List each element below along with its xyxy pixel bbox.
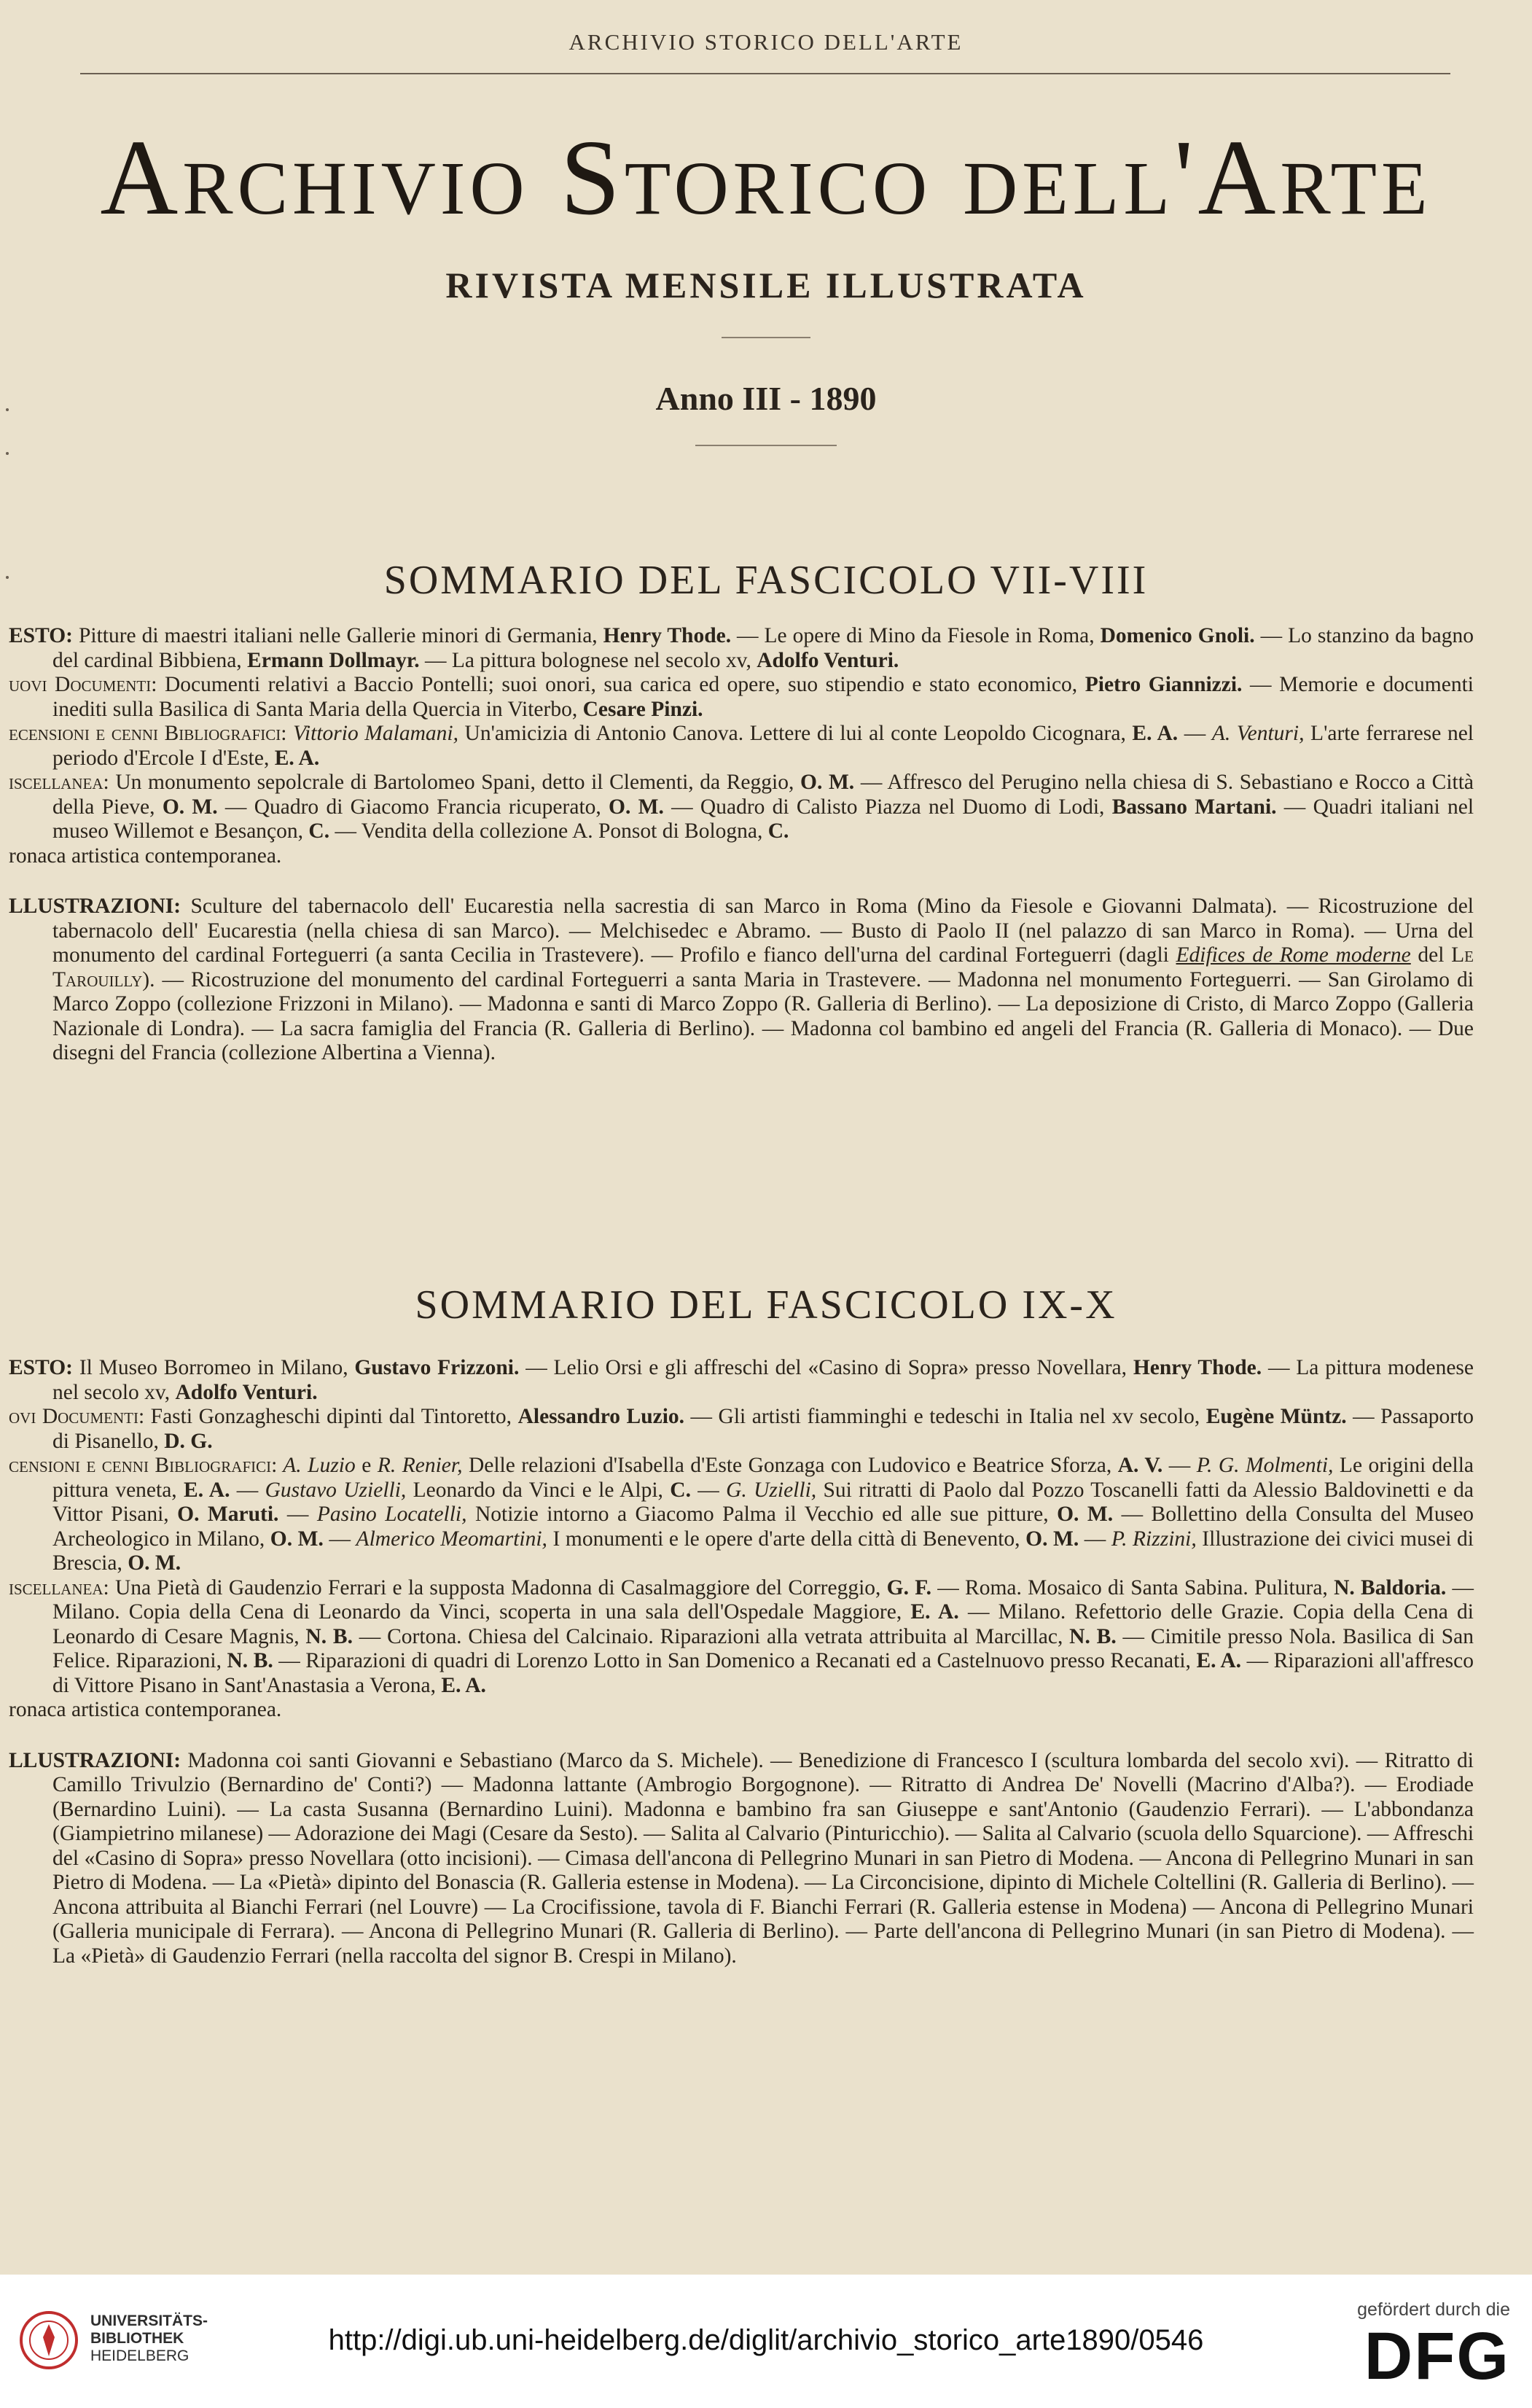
text-run: — Bollettino della Consulta del Museo Archeologico in Milano,	[52, 1503, 1474, 1551]
text-run: — Passaporto di Pisanello,	[52, 1405, 1474, 1453]
text-run: —	[230, 1478, 265, 1502]
text-run: — Milano. Copia della Cena di Leonardo da Vinci, scoperta in una sala dell'Ospedale Maggiore,	[52, 1575, 1474, 1624]
text-run: P. G. Molmenti,	[1196, 1454, 1334, 1477]
text-run: Un monumento sepolcrale di Bartolomeo Spani, detto il Clementi, da Reggio,	[109, 771, 800, 794]
text-run: O. M.	[800, 771, 855, 794]
text-run: — Vendita della collezione A. Ponsot di Bologna,	[329, 819, 768, 843]
text-run: ). — Ricostruzione del monumento del cardinal Forteguerri a santa Maria in Trastevere. — Madonna nel monumento Forteguerri. — San Girolamo di Marco Zoppo (collezione Frizzoni in Milano). — Madonna e santi di Marco Zoppo (R. Galleria di Berlino). — La deposizione di Cristo, di Marco Zoppo (Galleria Nazionale di Londra). — La sacra famiglia del Francia (R. Galleria di Berlino). — Madonna col bambino ed angeli del Francia (R. Galleria di Monaco). — Due disegni del Francia (collezione Albertina a Vienna).	[52, 967, 1474, 1064]
text-run: N. B.	[305, 1624, 353, 1648]
text-run: Henry Thode.	[603, 624, 732, 647]
text-run: Cesare Pinzi.	[582, 697, 703, 721]
text-run: Pasino Locatelli,	[316, 1503, 467, 1526]
text-run: E. A.	[184, 1478, 230, 1502]
entry-documenti	[9, 673, 1474, 722]
text-run: Almerico Meomartini,	[356, 1527, 547, 1551]
text-run: O. Maruti.	[177, 1503, 279, 1526]
funder-logo: DFG	[1364, 2319, 1510, 2393]
text-run: Sui ritratti di Paolo dal Pozzo Toscanelli fatti da Alessio Baldovinetti e da Vittor Pisani,	[52, 1478, 1474, 1526]
text-run: — Cortona. Chiesa del Calcinaio. Riparazioni alla vetrata attribuita al Marcillac,	[352, 1624, 1070, 1648]
text-run: —	[1162, 1454, 1197, 1477]
text-run: Domenico Gnoli.	[1100, 624, 1255, 647]
text-run: — Quadri italiani nel museo Willemot e Besançon,	[52, 795, 1474, 843]
text-run: del	[1410, 943, 1452, 967]
funding-label: gefördert durch die	[1357, 2299, 1510, 2320]
text-run: Eugène Müntz.	[1205, 1405, 1347, 1428]
entry-testo	[9, 624, 1474, 673]
text-run: — La pittura bolognese nel secolo xv,	[419, 648, 757, 672]
text-run: Gustavo Uzielli,	[265, 1478, 407, 1502]
entry-lead: censioni e cenni Bibliografici:	[9, 1454, 278, 1477]
journal-title: Archivio Storico dell'Arte	[100, 118, 1432, 238]
text-run: C.	[767, 819, 789, 843]
library-name: UNIVERSITÄTS- BIBLIOTHEK HEIDELBERG	[90, 2312, 208, 2364]
entry-lead: ESTO:	[9, 624, 73, 647]
text-run: O. M.	[1057, 1503, 1114, 1526]
text-run: Gustavo Frizzoni.	[354, 1356, 520, 1379]
text-run: Vittorio Malamani,	[286, 722, 458, 745]
text-run: P. Rizzini,	[1111, 1527, 1197, 1551]
text-run: — Cimitile presso Nola. Basilica di San Felice. Riparazioni,	[52, 1624, 1474, 1672]
text-run: Una Pietà di Gaudenzio Ferrari e la supposta Madonna di Casalmaggiore del Correggio,	[109, 1575, 887, 1600]
text-run: O. M.	[270, 1527, 324, 1551]
text-run: A. Luzio	[277, 1454, 356, 1477]
text-run: L'arte ferrarese nel periodo d'Ercole I d'Este,	[52, 722, 1474, 770]
entry-lead: ecensioni e cenni Bibliografici:	[9, 722, 287, 745]
text-run: e	[355, 1454, 378, 1477]
text-run: — Quadro di Giacomo Francia ricuperato,	[217, 795, 609, 819]
entry-illustrazioni	[9, 895, 1474, 1066]
text-run: —	[278, 1503, 317, 1526]
text-run: E. A.	[1132, 722, 1179, 745]
text-run: — Memorie e documenti inediti sulla Basilica di Santa Maria della Quercia in Viterbo,	[52, 673, 1474, 721]
text-run: — Gli artisti fiamminghi e tedeschi in Italia nel xv secolo,	[684, 1405, 1206, 1428]
text-run: G. F.	[886, 1575, 931, 1600]
summary-section-ix-x	[9, 1356, 1474, 1968]
text-run: Documenti relativi a Baccio Pontelli; suoi onori, sua carica ed opere, suo stipendio e stato economico,	[157, 673, 1085, 696]
text-run: Adolfo Venturi.	[175, 1380, 318, 1404]
margin-mark	[6, 408, 9, 411]
text-run: —	[1079, 1527, 1111, 1551]
digitization-footer	[0, 2275, 1532, 2408]
text-run: E. A.	[910, 1600, 959, 1624]
text-run: —	[323, 1527, 356, 1551]
entry-lead: LLUSTRAZIONI:	[9, 1748, 181, 1772]
header-rule	[80, 73, 1450, 74]
permalink-url[interactable]: http://digi.ub.uni-heidelberg.de/diglit/archivio_storico_arte1890/0546	[328, 2324, 1204, 2356]
text-run: Pitture di maestri italiani nelle Gallerie minori di Germania,	[73, 624, 603, 647]
entry-lead: iscellanea:	[9, 771, 109, 794]
text-run: N. B.	[227, 1649, 273, 1672]
text-run: O. M.	[162, 795, 218, 819]
text-run: Alessandro Luzio.	[517, 1405, 685, 1428]
running-head: ARCHIVIO STORICO DELL'ARTE	[568, 29, 964, 55]
entry-miscellanea	[9, 771, 1474, 844]
summary-heading: SOMMARIO DEL FASCICOLO VII-VIII	[383, 558, 1149, 603]
text-run: —	[1178, 722, 1212, 745]
text-run: E. A.	[441, 1673, 486, 1697]
text-run: Delle relazioni d'Isabella d'Este Gonzaga con Ludovico e Beatrice Sforza,	[462, 1454, 1118, 1477]
text-run: A. Venturi,	[1211, 722, 1305, 745]
entry-testo	[9, 1356, 1474, 1405]
volume-year: Anno III - 1890	[655, 380, 877, 417]
entry-recensioni	[9, 1454, 1474, 1576]
text-run: Sculture del tabernacolo dell' Eucarestia nella sacrestia di san Marco in Roma (Mino da Fiesole e Giovanni Dalmata). — Ricostruzione del tabernacolo dell' Eucarestia (nella chiesa di san Marco). — Melchisedec e Abramo. — Busto di Paolo II (nel palazzo di san Marco in Roma). — Urna del monumento del cardinal Forteguerri (a santa Cecilia in Trastevere). — Profilo e fianco dell'urna del cardinal Forteguerri (dagli	[52, 895, 1474, 967]
text-run: O. M.	[609, 795, 664, 819]
text-run: C.	[308, 819, 330, 843]
entry-cronaca: ronaca artistica contemporanea.	[9, 1698, 282, 1721]
entry-recensioni	[9, 722, 1474, 771]
text-run: Notizie intorno a Giacomo Palma il Vecchio ed alle sue pitture,	[466, 1503, 1058, 1526]
journal-subtitle: RIVISTA MENSILE ILLUSTRATA	[445, 265, 1087, 305]
text-run: Henry Thode.	[1133, 1356, 1262, 1379]
text-run: Fasti Gonzagheschi dipinti dal Tintoretto,	[144, 1405, 518, 1428]
text-run: O. M.	[128, 1551, 181, 1575]
text-run: Il Museo Borromeo in Milano,	[73, 1356, 355, 1379]
text-run: — Lo stanzino da bagno del cardinal Bibbiena,	[52, 624, 1474, 672]
text-run: — Riparazioni di quadri di Lorenzo Lotto in San Domenico a Recanati ed a Castelnuovo presso Recanati,	[273, 1649, 1197, 1672]
text-run: Ermann Dollmayr.	[247, 648, 420, 672]
text-run: — Riparazioni all'affresco di Vittore Pisano in Sant'Anastasia a Verona,	[52, 1649, 1474, 1697]
text-run: — Affresco del Perugino nella chiesa di S. Sebastiano e Rocco a Città della Pieve,	[52, 771, 1474, 819]
text-run: Illustrazione dei civici musei di Brescia,	[52, 1527, 1474, 1575]
divider-rule	[722, 337, 810, 338]
text-run: A. V.	[1117, 1454, 1163, 1477]
text-run: — Roma. Mosaico di Santa Sabina. Pulitura,	[931, 1575, 1334, 1600]
entry-lead: LLUSTRAZIONI:	[9, 895, 181, 918]
text-run: Bassano Martani.	[1111, 795, 1277, 819]
text-run: — Quadro di Calisto Piazza nel Duomo di Lodi,	[663, 795, 1112, 819]
summary-section-vii-viii	[9, 624, 1474, 1066]
text-run: E. A.	[1196, 1649, 1242, 1672]
text-run: Madonna coi santi Giovanni e Sebastiano (Marco da S. Michele). — Benedizione di Francesco I (scultura lombarda del secolo xvi). — Ritratto di Camillo Trivulzio (Bernardino de' Conti?) — Madonna lattante (Ambrogio Borgognone). — Ritratto di Andrea De' Novelli (Macrino d'Alba?). — Erodiade (Bernardino Luini). — La casta Susanna (Bernardino Luini). Madonna e bambino fra san Giuseppe e sant'Antonio (Gaudenzio Ferrari). — L'abbondanza (Giampietrino milanese) — Adorazione dei Magi (Cesare da Sesto). — Salita al Calvario (Pinturicchio). — Salita al Calvario (scuola dello Squarcione). — Affreschi del «Casino di Sopra» presso Novellara (otto incisioni). — Cimasa dell'ancona di Pellegrino Munari in san Pietro di Modena. — Ancona di Pellegrino Munari in san Pietro di Modena. — La «Pietà» dipinto del Bonascia (R. Galleria estense in Modena). — La Circoncisione, dipinto di Michele Coltellini (R. Galleria di Berlino). — Ancona attribuita al Bianchi Ferrari (nel Louvre) — La Crocifissione, tavola di F. Bianchi Ferrari (R. Galleria estense in Modena) — Ancona di Pellegrino Munari (Galleria municipale di Ferrara). — Ancona di Pellegrino Munari (R. Galleria di Berlino). — Parte dell'ancona di Pellegrino Munari (in san Pietro di Modena). — La «Pietà» di Gaudenzio Ferrari (nella raccolta del signor B. Crespi in Milano).	[52, 1748, 1474, 1968]
text-run: D. G.	[164, 1429, 213, 1453]
text-run: Un'amicizia di Antonio Canova. Lettere di lui al conte Leopoldo Cicognara,	[458, 722, 1133, 745]
text-run: Adolfo Venturi.	[757, 648, 899, 672]
text-run: — Milano. Refettorio delle Grazie. Copia della Cena di Leonardo di Cesare Magnis,	[52, 1600, 1474, 1648]
entry-documenti	[9, 1405, 1474, 1454]
text-run: E. A.	[274, 746, 320, 770]
text-run: Edifices de Rome moderne	[1176, 943, 1411, 967]
text-run: — Lelio Orsi e gli affreschi del «Casino di Sopra» presso Novellara,	[519, 1356, 1133, 1379]
text-run: O. M.	[1025, 1527, 1079, 1551]
text-run: I monumenti e le opere d'arte della città di Benevento,	[547, 1527, 1026, 1551]
text-run: Le Tarouilly	[52, 943, 1474, 991]
entry-cronaca: ronaca artistica contemporanea.	[9, 843, 282, 868]
entry-illustrazioni	[9, 1749, 1474, 1969]
entry-lead: uovi Documenti:	[9, 673, 157, 696]
text-run: G. Uzielli,	[726, 1478, 817, 1502]
entry-lead: ESTO:	[9, 1356, 73, 1379]
margin-mark	[6, 452, 9, 455]
text-run: — La pittura modenese nel secolo xv,	[52, 1356, 1474, 1404]
text-run: —	[690, 1478, 727, 1502]
entry-lead: ovi Documenti:	[9, 1405, 145, 1428]
entry-miscellanea	[9, 1576, 1474, 1699]
text-run: Pietro Giannizzi.	[1084, 673, 1243, 696]
text-run: R. Renier,	[377, 1454, 463, 1477]
summary-heading: SOMMARIO DEL FASCICOLO IX-X	[415, 1282, 1117, 1328]
text-run: — Le opere di Mino da Fiesole in Roma,	[731, 624, 1101, 647]
divider-rule	[695, 445, 837, 446]
text-run: Le origini della pittura veneta,	[52, 1454, 1474, 1502]
text-run: N. Baldoria.	[1334, 1575, 1447, 1600]
entry-lead: iscellanea:	[9, 1575, 109, 1600]
text-run: Leonardo da Vinci e le Alpi,	[406, 1478, 671, 1502]
text-run: N. B.	[1069, 1624, 1117, 1648]
text-run: C.	[670, 1478, 691, 1502]
